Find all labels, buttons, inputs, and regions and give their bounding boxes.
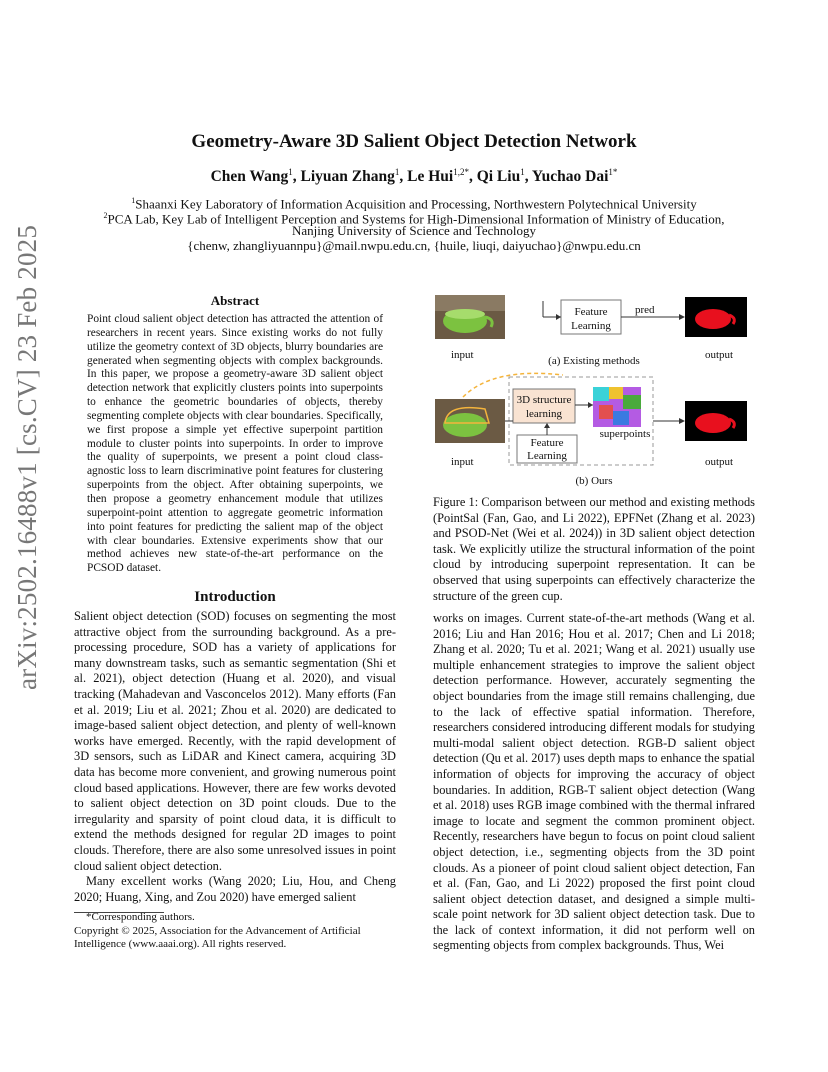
author: Qi Liu <box>476 168 521 186</box>
existing-methods-label: (a) Existing methods <box>548 355 640 367</box>
footnote: *Corresponding authors. Copyright © 2025, Association for the Advancement of Artificial Intelligence (www.aaai.org). All rights reserved. <box>74 911 361 950</box>
input-label: input <box>451 349 474 361</box>
ours-output-image <box>685 401 747 441</box>
figure-caption: Figure 1: Comparison between our method and existing methods (PointSal (Fan, Gao, and Li 2022), EPFNet (Zhang et al. 2023) and PSOD-Net (Wei et al. 2024)) in 3D salient object detection task. We explicitly utilize the structural information of the point cloud by introducing superpoint representation. It can be observed that using superpoints can effectively characterize the structure of the green cup. <box>433 495 755 603</box>
input-label: input <box>451 456 474 468</box>
paragraph: Many excellent works (Wang 2020; Liu, Hou, and Cheng 2020; Huang, Xing, and Zou 2020) have emerged salient <box>74 874 396 904</box>
svg-text:Learning: Learning <box>527 450 567 462</box>
author: Liyuan Zhang <box>300 168 395 186</box>
ours-input-image <box>435 399 505 443</box>
author-emails: {chenw, zhangliyuannpu}@mail.nwpu.edu.cn, {huile, liuqi, daiyuchao}@nwpu.edu.cn <box>187 238 641 253</box>
svg-text:Feature: Feature <box>574 306 608 318</box>
affiliation: $^1$Shaanxi Key Laboratory of Information Acquisition and Processing, Northwestern Polytechnical University <box>131 196 697 212</box>
svg-text:Learning: Learning <box>571 320 611 332</box>
introduction-heading: Introduction <box>194 589 276 605</box>
affiliation: Nanjing University of Science and Technology <box>292 223 536 238</box>
superpoints-label: superpoints <box>599 428 651 440</box>
abstract-text: Point cloud salient object detection has attracted the attention of researchers in recent years. Since existing works do not fully utilize the geometry context of 3D objects, blurry boundaries are generated when segmenting objects with complex backgrounds. In this paper, we propose a geometry-aware 3D salient object detection network that explicitly clusters points into superpoints to enhance the geometric boundaries of objects, thereby segmenting complete objects with clear boundaries. Specifically, we first propose a simple yet effective superpoint partition module to cluster points into superpoints. In order to improve the quality of superpoints, we present a point cloud class-agnostic loss to learn discriminative point features for clustering superpoints from the object. After obtaining superpoints, we then propose a geometry enhancement module that utilizes superpoint-point attention to aggregate geometric information into point features for predicting the salient map of the object with clear boundaries. Extensive experiments show that our method achieves new state-of-the-art performance on the PCSOD dataset. <box>87 313 383 575</box>
svg-text:3D structure: 3D structure <box>516 394 572 406</box>
intro-left-column <box>74 609 396 905</box>
svg-text:learning: learning <box>525 408 563 420</box>
svg-text:Feature: Feature <box>530 437 564 449</box>
author-list: Chen Wang$^1$, Liyuan Zhang$^1$, Le Hui$^{1,2*}$, Qi Liu$^1$, Yuchao Dai$^{1*}$ <box>210 167 618 186</box>
pred-label: pred <box>635 304 655 316</box>
output-label: output <box>705 456 734 468</box>
intro-right-column <box>433 611 755 954</box>
abstract-heading: Abstract <box>210 293 260 308</box>
affiliation: $^2$PCA Lab, Key Lab of Intelligent Perception and Systems for High-Dimensional Information of Ministry of Education, <box>103 211 725 227</box>
existing-output-image <box>685 297 747 337</box>
arxiv-stamp: arXiv:2502.16488v1 [cs.CV] 23 Feb 2025 <box>12 224 42 690</box>
author: Le Hui <box>407 168 454 186</box>
author: Yuchao Dai <box>531 168 609 186</box>
superpoints-image <box>593 387 641 427</box>
ours-label: (b) Ours <box>575 475 613 487</box>
output-label: output <box>705 349 734 361</box>
existing-input-image <box>435 295 505 339</box>
paper-title: Geometry-Aware 3D Salient Object Detection Network <box>191 131 637 152</box>
paragraph: Salient object detection (SOD) focuses on segmenting the most attractive object from the surrounding background. As a pre-processing procedure, SOD has a variety of applications for many downstream tasks, such as semantic segmentation (Shi et al. 2021), object detection (Huang et al. 2020), and visual tracking (Mahadevan and Vasconcelos 2012). Many efforts (Fan et al. 2019; Liu et al. 2021; Zhou et al. 2020) are dedicated to image-based salient object detection, and plenty of well-known works have emerged. Recently, with the rapid development of 3D sensors, such as LiDAR and Kinect camera, acquiring 3D data has become more convenient, and growing numerous point cloud based applications. However, there are few works devoted to salient object detection on 3D point clouds. Due to the irregularity and sparsity of point cloud data, it is difficult to extend the methods designed for regular 2D images to point clouds. Therefore, there are also some unresolved issues in point cloud salient object detection. <box>74 609 396 873</box>
paragraph: works on images. Current state-of-the-art methods (Wang et al. 2016; Liu and Han 2016; Hou et al. 2017; Chen and Li 2018; Zhang et al. 2020; Tu et al. 2021; Wang et al. 2021) usually use multiple enhancement strategies to improve the salient object detection performance. However, accurately segmenting the object boundaries from the image still remains challenging, due to the lack of effective spatial information. Therefore, researchers considered introducing different modals for studying multi-modal salient object detection. RGB-D salient object detection (Qu et al. 2017) uses depth maps to enhance the spatial information of objects for improving the accuracy of object boundaries. In addition, RGB-T salient object detection (Wang et al. 2018) uses RGB image combined with the thermal infrared image to locate and segment the common prominent object. Recently, researchers have begun to focus on point cloud salient object detection, i.e., segmenting objects from the 3D point clouds. As a pioneer of point cloud salient object detection, Fan et al. (Fan, Gao, and Li 2022) proposed the first point cloud salient object detection dataset, and designed a simple multi-scale point network for 3D salient object detection task. Due to the lack of context information, it did not perform well on segmenting objects from complex backgrounds. Thus, Wei <box>433 611 755 953</box>
figure-1 <box>433 287 755 487</box>
author: Chen Wang <box>210 168 289 186</box>
